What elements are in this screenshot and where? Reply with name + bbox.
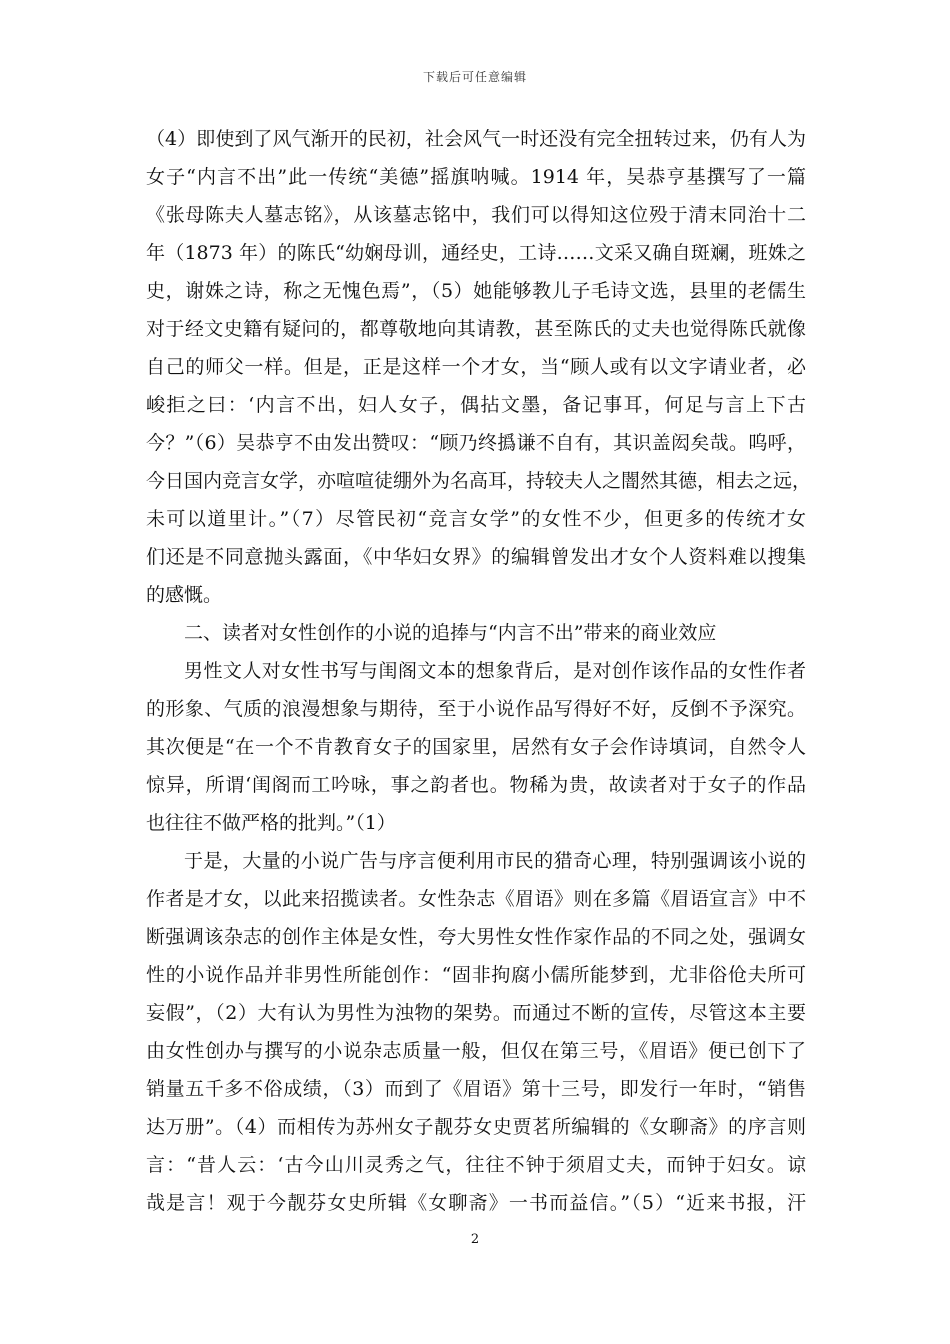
text-line: 今？”（6）吴恭亨不由发出赞叹：“顾乃终撝谦不自有，其识盖闳矣哉。呜呼，: [146, 432, 806, 454]
text-line: 对于经文史籍有疑问的，都尊敬地向其请教，甚至陈氏的丈夫也觉得陈氏就像: [146, 318, 806, 340]
text-line: 达万册”。（4）而相传为苏州女子靓芬女史贾茗所编辑的《女聊斋》的序言则: [146, 1116, 806, 1138]
text-line: 销量五千多不俗成绩，（3）而到了《眉语》第十三号，即发行一年时，“销售: [146, 1078, 806, 1100]
text-line: 自己的师父一样。但是，正是这样一个才女，当“顾人或有以文字请业者，必: [146, 356, 806, 378]
text-line: 于是，大量的小说广告与序言便利用市民的猎奇心理，特别强调该小说的: [184, 850, 806, 872]
page-header: 下载后可任意编辑: [422, 70, 527, 84]
paragraph-2: [146, 652, 806, 842]
text-line: 《张母陈夫人墓志铭》，从该墓志铭中，我们可以得知这位殁于清末同治十二: [146, 204, 806, 226]
text-line: 也往往不做严格的批判。”（1）: [146, 812, 396, 834]
text-line: 未可以道里计。”（7）尽管民初“竞言女学”的女性不少，但更多的传统才女: [146, 508, 806, 530]
text-line: 年（1873 年）的陈氏“幼娴母训，通经史，工诗……文采又确自斑斓，班姝之: [146, 242, 806, 264]
text-line: 其次便是“在一个不肯教育女子的国家里，居然有女子会作诗填词，自然令人: [146, 736, 806, 758]
text-line: 性的小说作品并非男性所能创作：“固非拘腐小儒所能梦到，尤非俗伧夫所可: [146, 964, 806, 986]
text-line: 二、读者对女性创作的小说的追捧与“内言不出”带来的商业效应: [184, 622, 717, 644]
text-line: 由女性创办与撰写的小说杂志质量一般，但仅在第三号，《眉语》便已创下了: [146, 1040, 806, 1062]
text-line: 今日国内竞言女学，亦喧喧徒绷外为名高耳，持较夫人之闇然其德，相去之远，: [146, 470, 812, 492]
document-body: [146, 120, 812, 1222]
page-number: 2: [470, 1232, 480, 1247]
paragraph-1: [146, 120, 812, 614]
text-line: 们还是不同意抛头露面，《中华妇女界》的编辑曾发出才女个人资料难以搜集: [146, 546, 806, 568]
text-line: 男性文人对女性书写与闺阁文本的想象背后，是对创作该作品的女性作者: [184, 660, 806, 682]
text-line: 言：“昔人云：‘古今山川灵秀之气，往往不钟于须眉丈夫，而钟于妇女。谅: [146, 1154, 806, 1176]
text-line: 妄假”，（2）大有认为男性为浊物的架势。而通过不断的宣传，尽管这本主要: [146, 1002, 806, 1024]
text-line: 哉是言！观于今靓芬女史所辑《女聊斋》一书而益信。”（5）“近来书报，汗: [146, 1192, 806, 1214]
section-heading: [146, 614, 806, 652]
text-line: 史，谢姝之诗，称之无愧色焉”，（5）她能够教儿子毛诗文选，县里的老儒生: [146, 280, 806, 302]
text-line: 惊异，所谓‘闺阁而工吟咏，事之韵者也。物稀为贵，故读者对于女子的作品: [146, 774, 806, 796]
text-line: 女子“内言不出”此一传统“美德”摇旗呐喊。1914 年，吴恭亨基撰写了一篇: [146, 166, 806, 188]
text-line: 断强调该杂志的创作主体是女性，夸大男性女性作家作品的不同之处，强调女: [146, 926, 806, 948]
text-line: 的形象、气质的浪漫想象与期待，至于小说作品写得好不好，反倒不予深究。: [146, 698, 806, 720]
text-line: 的感慨。: [146, 584, 223, 606]
text-line: 作者是才女，以此来招揽读者。女性杂志《眉语》则在多篇《眉语宣言》中不: [146, 888, 806, 910]
text-line: 峻拒之曰：‘内言不出，妇人女子，偶拈文墨，备记事耳，何足与言上下古: [146, 394, 806, 416]
paragraph-3: [146, 842, 806, 1222]
text-line: （4）即使到了风气渐开的民初，社会风气一时还没有完全扭转过来，仍有人为: [146, 128, 806, 150]
